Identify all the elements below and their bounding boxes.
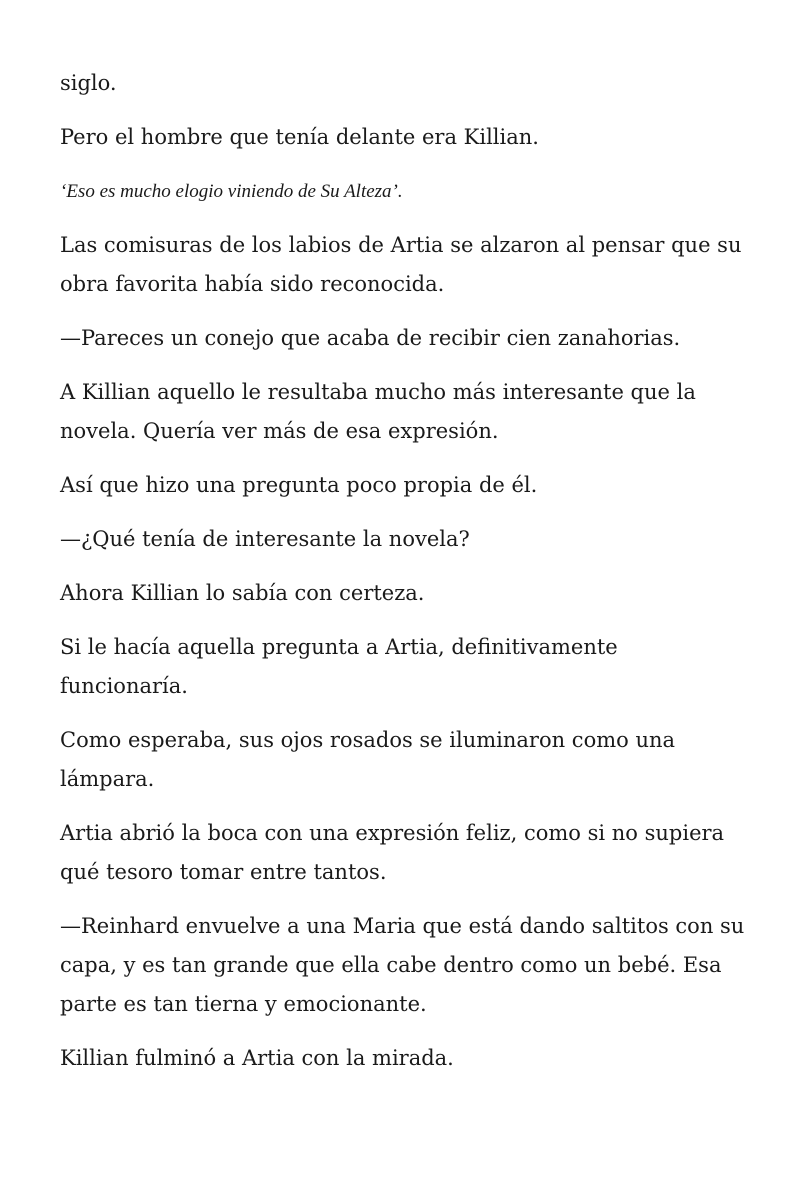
paragraph: Como esperaba, sus ojos rosados se iluminaron como una lámpara.	[60, 728, 676, 791]
paragraph: Artia abrió la boca con una expresión feliz, como si no supiera qué tesoro tomar entre tantos.	[60, 821, 725, 884]
paragraph: Si le hacía aquella pregunta a Artia, definitivamente funcionaría.	[60, 635, 618, 698]
paragraph: Pero el hombre que tenía delante era Killian.	[60, 125, 539, 149]
paragraph: Las comisuras de los labios de Artia se alzaron al pensar que su obra favorita había sido reconocida.	[60, 233, 742, 296]
book-page	[60, 64, 750, 1093]
italic-thought-paragraph: ‘Eso es mucho elogio viniendo de Su Alteza’.	[60, 181, 403, 202]
paragraph: siglo.	[60, 71, 117, 95]
paragraph: A Killian aquello le resultaba mucho más interesante que la novela. Quería ver más de esa expresión.	[60, 380, 696, 443]
paragraph: Así que hizo una pregunta poco propia de él.	[60, 473, 538, 497]
paragraph: Ahora Killian lo sabía con certeza.	[60, 581, 425, 605]
dialogue-paragraph: —¿Qué tenía de interesante la novela?	[60, 527, 470, 551]
paragraph: Killian fulminó a Artia con la mirada.	[60, 1046, 454, 1070]
dialogue-paragraph: —Reinhard envuelve a una Maria que está dando saltitos con su capa, y es tan grande que ella cabe dentro como un bebé. Esa parte es tan tierna y emocionante.	[60, 914, 745, 1016]
dialogue-paragraph: —Pareces un conejo que acaba de recibir cien zanahorias.	[60, 326, 681, 350]
